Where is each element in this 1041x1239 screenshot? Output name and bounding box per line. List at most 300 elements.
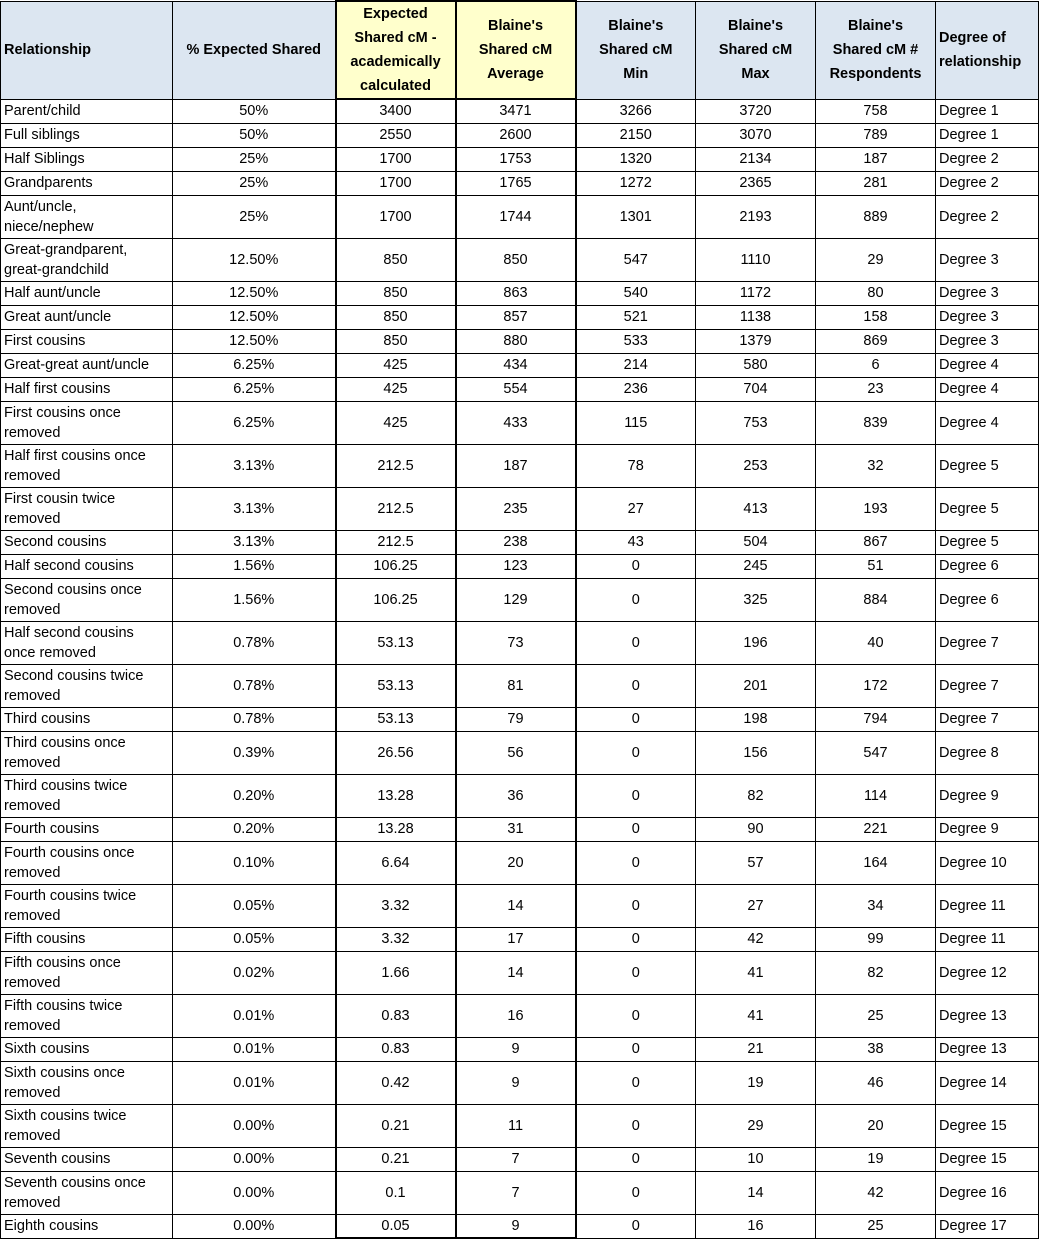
table-row [1,401,1039,444]
respondents-cell: 25 [816,1214,936,1238]
degree-cell: Degree 4 [936,401,1039,444]
average-cell: 36 [456,774,576,817]
relationship-cell: Parent/child [1,99,173,123]
respondents-cell: 34 [816,884,936,927]
average-cell: 2600 [456,123,576,147]
header-pct-expected: % Expected Shared [173,1,336,99]
relationship-cell: Full siblings [1,123,173,147]
degree-cell: Degree 16 [936,1171,1039,1214]
average-cell: 9 [456,1037,576,1061]
pct-expected-cell: 25% [173,195,336,238]
table-row [1,487,1039,530]
degree-cell: Degree 2 [936,171,1039,195]
max-cell: 2365 [696,171,816,195]
average-cell: 3471 [456,99,576,123]
average-cell: 11 [456,1104,576,1147]
average-cell: 235 [456,487,576,530]
degree-cell: Degree 4 [936,353,1039,377]
pct-expected-cell: 0.01% [173,1061,336,1104]
table-row [1,554,1039,578]
min-cell: 0 [576,1104,696,1147]
relationship-cell: Third cousins once removed [1,731,173,774]
min-cell: 0 [576,1061,696,1104]
degree-cell: Degree 11 [936,927,1039,951]
relationship-cell: Fourth cousins twice removed [1,884,173,927]
pct-expected-cell: 0.01% [173,1037,336,1061]
table-row [1,1104,1039,1147]
max-cell: 57 [696,841,816,884]
table-row [1,951,1039,994]
min-cell: 0 [576,578,696,621]
average-cell: 73 [456,621,576,664]
expected-cm-cell: 53.13 [336,664,456,707]
relationship-cell: Half second cousins once removed [1,621,173,664]
min-cell: 27 [576,487,696,530]
max-cell: 19 [696,1061,816,1104]
expected-cm-cell: 0.83 [336,994,456,1037]
degree-cell: Degree 13 [936,994,1039,1037]
max-cell: 413 [696,487,816,530]
respondents-cell: 547 [816,731,936,774]
header-respondents: Blaine's Shared cM # Respondents [816,1,936,99]
max-cell: 1172 [696,281,816,305]
respondents-cell: 32 [816,444,936,487]
expected-cm-cell: 0.05 [336,1214,456,1238]
respondents-cell: 869 [816,329,936,353]
min-cell: 0 [576,1037,696,1061]
expected-cm-cell: 13.28 [336,817,456,841]
header-row [1,1,1039,99]
max-cell: 41 [696,951,816,994]
max-cell: 42 [696,927,816,951]
max-cell: 753 [696,401,816,444]
degree-cell: Degree 5 [936,530,1039,554]
expected-cm-cell: 1.66 [336,951,456,994]
table-row [1,530,1039,554]
expected-cm-cell: 1700 [336,195,456,238]
pct-expected-cell: 0.78% [173,621,336,664]
min-cell: 214 [576,353,696,377]
relationship-cell: Second cousins once removed [1,578,173,621]
table-row [1,444,1039,487]
max-cell: 156 [696,731,816,774]
respondents-cell: 25 [816,994,936,1037]
table-row [1,927,1039,951]
degree-cell: Degree 11 [936,884,1039,927]
relationship-cell: Half aunt/uncle [1,281,173,305]
average-cell: 56 [456,731,576,774]
average-cell: 14 [456,884,576,927]
table-row [1,621,1039,664]
pct-expected-cell: 12.50% [173,329,336,353]
max-cell: 253 [696,444,816,487]
relationship-cell: Great-great aunt/uncle [1,353,173,377]
max-cell: 3070 [696,123,816,147]
average-cell: 31 [456,817,576,841]
table-row [1,774,1039,817]
min-cell: 521 [576,305,696,329]
respondents-cell: 794 [816,707,936,731]
pct-expected-cell: 12.50% [173,238,336,281]
degree-cell: Degree 15 [936,1104,1039,1147]
pct-expected-cell: 0.78% [173,664,336,707]
expected-cm-cell: 1700 [336,171,456,195]
table-row [1,238,1039,281]
header-degree: Degree of relationship [936,1,1039,99]
max-cell: 580 [696,353,816,377]
pct-expected-cell: 0.20% [173,774,336,817]
relationship-cell: Fourth cousins once removed [1,841,173,884]
table-row [1,1214,1039,1238]
average-cell: 434 [456,353,576,377]
relationship-cell: First cousins once removed [1,401,173,444]
respondents-cell: 158 [816,305,936,329]
max-cell: 21 [696,1037,816,1061]
min-cell: 0 [576,951,696,994]
expected-cm-cell: 212.5 [336,487,456,530]
degree-cell: Degree 2 [936,195,1039,238]
pct-expected-cell: 0.05% [173,884,336,927]
expected-cm-cell: 3.32 [336,884,456,927]
respondents-cell: 40 [816,621,936,664]
degree-cell: Degree 3 [936,238,1039,281]
pct-expected-cell: 0.00% [173,1171,336,1214]
min-cell: 0 [576,1147,696,1171]
pct-expected-cell: 6.25% [173,353,336,377]
average-cell: 857 [456,305,576,329]
max-cell: 16 [696,1214,816,1238]
degree-cell: Degree 5 [936,444,1039,487]
pct-expected-cell: 0.39% [173,731,336,774]
pct-expected-cell: 0.00% [173,1214,336,1238]
relationship-cell: Eighth cousins [1,1214,173,1238]
relationship-cell: Seventh cousins [1,1147,173,1171]
degree-cell: Degree 3 [936,305,1039,329]
max-cell: 10 [696,1147,816,1171]
respondents-cell: 889 [816,195,936,238]
average-cell: 129 [456,578,576,621]
min-cell: 0 [576,731,696,774]
header-average: Blaine's Shared cM Average [456,1,576,99]
max-cell: 201 [696,664,816,707]
max-cell: 3720 [696,99,816,123]
expected-cm-cell: 425 [336,377,456,401]
min-cell: 0 [576,1171,696,1214]
expected-cm-cell: 53.13 [336,621,456,664]
table-row [1,353,1039,377]
average-cell: 17 [456,927,576,951]
max-cell: 504 [696,530,816,554]
expected-cm-cell: 0.83 [336,1037,456,1061]
average-cell: 7 [456,1147,576,1171]
pct-expected-cell: 1.56% [173,554,336,578]
relationship-cell: Sixth cousins once removed [1,1061,173,1104]
table-row [1,281,1039,305]
pct-expected-cell: 12.50% [173,305,336,329]
respondents-cell: 281 [816,171,936,195]
degree-cell: Degree 1 [936,99,1039,123]
expected-cm-cell: 1700 [336,147,456,171]
respondents-cell: 51 [816,554,936,578]
min-cell: 0 [576,664,696,707]
average-cell: 123 [456,554,576,578]
pct-expected-cell: 3.13% [173,444,336,487]
table-row [1,841,1039,884]
respondents-cell: 38 [816,1037,936,1061]
respondents-cell: 82 [816,951,936,994]
degree-cell: Degree 15 [936,1147,1039,1171]
header-min: Blaine's Shared cM Min [576,1,696,99]
min-cell: 115 [576,401,696,444]
relationship-cell: First cousins [1,329,173,353]
average-cell: 880 [456,329,576,353]
respondents-cell: 839 [816,401,936,444]
degree-cell: Degree 17 [936,1214,1039,1238]
expected-cm-cell: 3400 [336,99,456,123]
table-row [1,994,1039,1037]
table-row [1,171,1039,195]
pct-expected-cell: 3.13% [173,530,336,554]
min-cell: 0 [576,927,696,951]
relationship-cell: Aunt/uncle, niece/nephew [1,195,173,238]
table-row [1,99,1039,123]
expected-cm-cell: 212.5 [336,530,456,554]
expected-cm-cell: 26.56 [336,731,456,774]
max-cell: 27 [696,884,816,927]
min-cell: 236 [576,377,696,401]
pct-expected-cell: 0.01% [173,994,336,1037]
relationship-cell: Seventh cousins once removed [1,1171,173,1214]
min-cell: 3266 [576,99,696,123]
degree-cell: Degree 9 [936,817,1039,841]
degree-cell: Degree 7 [936,707,1039,731]
pct-expected-cell: 25% [173,171,336,195]
degree-cell: Degree 7 [936,621,1039,664]
respondents-cell: 99 [816,927,936,951]
table-row [1,578,1039,621]
degree-cell: Degree 7 [936,664,1039,707]
respondents-cell: 789 [816,123,936,147]
pct-expected-cell: 0.20% [173,817,336,841]
pct-expected-cell: 50% [173,123,336,147]
respondents-cell: 46 [816,1061,936,1104]
relationship-cell: Fifth cousins [1,927,173,951]
max-cell: 198 [696,707,816,731]
average-cell: 81 [456,664,576,707]
average-cell: 20 [456,841,576,884]
max-cell: 90 [696,817,816,841]
pct-expected-cell: 6.25% [173,377,336,401]
degree-cell: Degree 12 [936,951,1039,994]
relationship-cell: Great-grandparent, great-grandchild [1,238,173,281]
table-row [1,664,1039,707]
min-cell: 43 [576,530,696,554]
table-row [1,1171,1039,1214]
respondents-cell: 29 [816,238,936,281]
average-cell: 850 [456,238,576,281]
degree-cell: Degree 2 [936,147,1039,171]
expected-cm-cell: 2550 [336,123,456,147]
min-cell: 0 [576,707,696,731]
table-row [1,329,1039,353]
average-cell: 9 [456,1061,576,1104]
min-cell: 0 [576,774,696,817]
relationship-cell: Half first cousins [1,377,173,401]
relationship-cell: Second cousins [1,530,173,554]
header-max: Blaine's Shared cM Max [696,1,816,99]
expected-cm-cell: 212.5 [336,444,456,487]
pct-expected-cell: 6.25% [173,401,336,444]
max-cell: 704 [696,377,816,401]
respondents-cell: 80 [816,281,936,305]
header-relationship: Relationship [1,1,173,99]
relationship-cell: First cousin twice removed [1,487,173,530]
pct-expected-cell: 0.78% [173,707,336,731]
min-cell: 2150 [576,123,696,147]
pct-expected-cell: 12.50% [173,281,336,305]
min-cell: 0 [576,817,696,841]
table-row [1,195,1039,238]
expected-cm-cell: 13.28 [336,774,456,817]
degree-cell: Degree 5 [936,487,1039,530]
min-cell: 0 [576,1214,696,1238]
relationship-cell: Second cousins twice removed [1,664,173,707]
table-row [1,1037,1039,1061]
expected-cm-cell: 0.21 [336,1147,456,1171]
max-cell: 1379 [696,329,816,353]
max-cell: 1110 [696,238,816,281]
pct-expected-cell: 0.02% [173,951,336,994]
table-row [1,377,1039,401]
respondents-cell: 221 [816,817,936,841]
expected-cm-cell: 850 [336,305,456,329]
average-cell: 1744 [456,195,576,238]
degree-cell: Degree 4 [936,377,1039,401]
relationship-cell: Sixth cousins twice removed [1,1104,173,1147]
relationship-cell: Third cousins [1,707,173,731]
expected-cm-cell: 0.1 [336,1171,456,1214]
max-cell: 29 [696,1104,816,1147]
min-cell: 0 [576,884,696,927]
max-cell: 196 [696,621,816,664]
expected-cm-cell: 3.32 [336,927,456,951]
min-cell: 0 [576,621,696,664]
relationship-cell: Fourth cousins [1,817,173,841]
average-cell: 1753 [456,147,576,171]
respondents-cell: 114 [816,774,936,817]
expected-cm-cell: 850 [336,238,456,281]
max-cell: 41 [696,994,816,1037]
degree-cell: Degree 9 [936,774,1039,817]
relationship-cell: Fifth cousins once removed [1,951,173,994]
average-cell: 1765 [456,171,576,195]
min-cell: 1301 [576,195,696,238]
relationship-cell: Half first cousins once removed [1,444,173,487]
degree-cell: Degree 10 [936,841,1039,884]
min-cell: 78 [576,444,696,487]
max-cell: 2134 [696,147,816,171]
average-cell: 238 [456,530,576,554]
relationship-cell: Sixth cousins [1,1037,173,1061]
pct-expected-cell: 50% [173,99,336,123]
respondents-cell: 19 [816,1147,936,1171]
average-cell: 14 [456,951,576,994]
max-cell: 245 [696,554,816,578]
min-cell: 1272 [576,171,696,195]
min-cell: 0 [576,554,696,578]
expected-cm-cell: 850 [336,329,456,353]
average-cell: 863 [456,281,576,305]
pct-expected-cell: 0.10% [173,841,336,884]
min-cell: 540 [576,281,696,305]
respondents-cell: 164 [816,841,936,884]
average-cell: 7 [456,1171,576,1214]
min-cell: 1320 [576,147,696,171]
pct-expected-cell: 0.05% [173,927,336,951]
relationship-cell: Great aunt/uncle [1,305,173,329]
pct-expected-cell: 1.56% [173,578,336,621]
table-body [1,99,1039,1238]
average-cell: 433 [456,401,576,444]
degree-cell: Degree 13 [936,1037,1039,1061]
relationship-cell: Third cousins twice removed [1,774,173,817]
expected-cm-cell: 850 [336,281,456,305]
max-cell: 14 [696,1171,816,1214]
relationship-cell: Grandparents [1,171,173,195]
average-cell: 79 [456,707,576,731]
average-cell: 187 [456,444,576,487]
table-row [1,731,1039,774]
average-cell: 16 [456,994,576,1037]
table-row [1,884,1039,927]
relationship-cell: Fifth cousins twice removed [1,994,173,1037]
table-row [1,817,1039,841]
pct-expected-cell: 0.00% [173,1147,336,1171]
relationship-cell: Half second cousins [1,554,173,578]
expected-cm-cell: 106.25 [336,578,456,621]
relationship-cell: Half Siblings [1,147,173,171]
header-expected-cm: Expected Shared cM - academically calculated [336,1,456,99]
expected-cm-cell: 106.25 [336,554,456,578]
respondents-cell: 187 [816,147,936,171]
pct-expected-cell: 25% [173,147,336,171]
pct-expected-cell: 0.00% [173,1104,336,1147]
expected-cm-cell: 425 [336,353,456,377]
max-cell: 2193 [696,195,816,238]
respondents-cell: 884 [816,578,936,621]
expected-cm-cell: 53.13 [336,707,456,731]
table-row [1,123,1039,147]
average-cell: 9 [456,1214,576,1238]
degree-cell: Degree 8 [936,731,1039,774]
table-row [1,1061,1039,1104]
table-row [1,1147,1039,1171]
min-cell: 0 [576,994,696,1037]
table-row [1,147,1039,171]
degree-cell: Degree 3 [936,329,1039,353]
expected-cm-cell: 0.21 [336,1104,456,1147]
average-cell: 554 [456,377,576,401]
respondents-cell: 23 [816,377,936,401]
degree-cell: Degree 3 [936,281,1039,305]
respondents-cell: 867 [816,530,936,554]
min-cell: 533 [576,329,696,353]
degree-cell: Degree 6 [936,554,1039,578]
degree-cell: Degree 6 [936,578,1039,621]
degree-cell: Degree 1 [936,123,1039,147]
respondents-cell: 6 [816,353,936,377]
min-cell: 547 [576,238,696,281]
